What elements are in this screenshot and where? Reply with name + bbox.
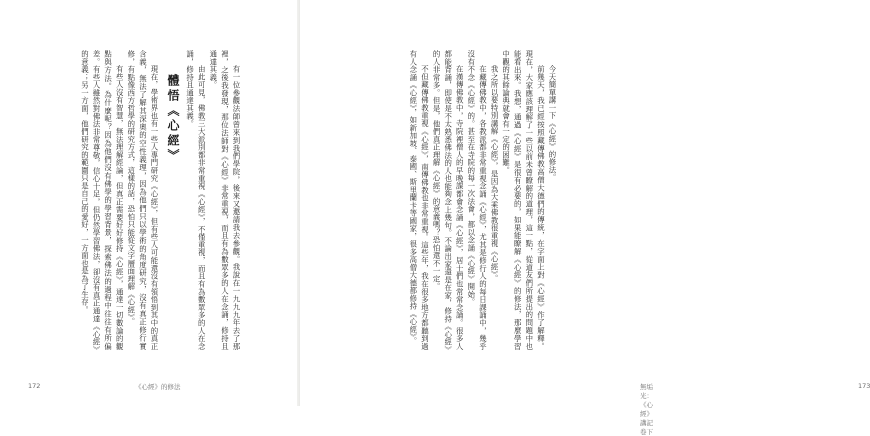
paragraph: 前幾天，我已經按照藏傳佛教高僧大德們的傳統，在字面上對《心經》作了解釋。現在，大家應該理解了一些以前未曾瞭解的道理，這一點，從道友們所提出的問題中也能看出來。我想，通過《心經》是很有必要的，如果能瞭解《心經》的修法，那麼學習中觀的其餘論典就會有一定的困難。 [501, 50, 546, 350]
paragraph: 有一位參觀法師曾來到我們學院，後來又邀請我去參觀。我說在一九九九年去了那裡，之後我發現，那位法師對《心經》非常重視，而且有為數眾多的人在念誦，修持且通達其義。 [208, 50, 241, 350]
body-text-block [50, 50, 160, 350]
paragraph: 在藏傳佛教中，各教派都非常重視念誦《心經》，尤其是修行人的每日課誦中，幾乎沒有不念《心經》的。甚至在寺院的每一次法會，都以念誦《心經》開始。 [466, 50, 488, 350]
paragraph: 由此可見，佛教三大派別都非常重視《心經》，不僅重視，而且有為數眾多的人在念誦，修持且通達其義。 [185, 50, 207, 350]
paragraph: 我之所以要特別講解《心經》，是因為大乘佛教很重視《心經》。 [490, 64, 500, 283]
running-title: 無垢光：《心經》講記卷下 [640, 383, 653, 436]
paragraph: 現在，學術界也有一些人專門研究《心經》，但有些人可能還沒有領悟到其中的真正含義，無法了解其深奧的空性義理，因為他們只以學術的角度研究，沒有真正修行實修，有點像西方哲學的研究方式，這樣的話，恐怕只能從文字層面理解《心經》。 [126, 50, 159, 350]
intro-text-block [182, 50, 242, 350]
body-text-block [333, 50, 558, 350]
page-number: 172 [28, 382, 41, 390]
running-title: 《心經》的修法 [135, 383, 181, 391]
page-number: 173 [858, 382, 870, 390]
paragraph: 在漢傳佛教中，寺院裡僧人的早晚課都會念誦《心經》，居士們也常常念誦。很多人都能背誦，即使是不太熟悉佛法的人也能夠念上幾句。不論出家還是在家，修持《心經》的人非常多。但是，他們真正理解《心經》的意義嗎？恐怕還不一定。 [432, 50, 465, 350]
section-heading: 體悟《心經》 [166, 74, 180, 164]
paragraph: 有些人沒有智慧，無法理解經論，但真正需要好好修持《心經》，通達一切數論的觀點與方法。為什麼呢？因為他們沒有佛學的學習背景，探索佛法的過程中往往有所偏差。有些人雖然對佛法非常尊敬，信心十足，但仍然學習佛法，卻沒有真正通達《心經》的意義；另一方面，他們研究的範圍只是自己的愛好，一方面也是為了生存。 [80, 50, 125, 350]
paragraph: 今天簡單講一下《心經》的修法。 [548, 64, 557, 182]
paragraph: 不但藏傳佛教重視《心經》，南傳佛教也非常重視。這些年，我在很多地方都聽到過有人念誦《心經》，如新加坡、泰國、斯里蘭卡等國家，很多高僧大德都修持《心經》。 [408, 50, 430, 350]
left-page [0, 0, 300, 406]
right-page [300, 0, 870, 436]
